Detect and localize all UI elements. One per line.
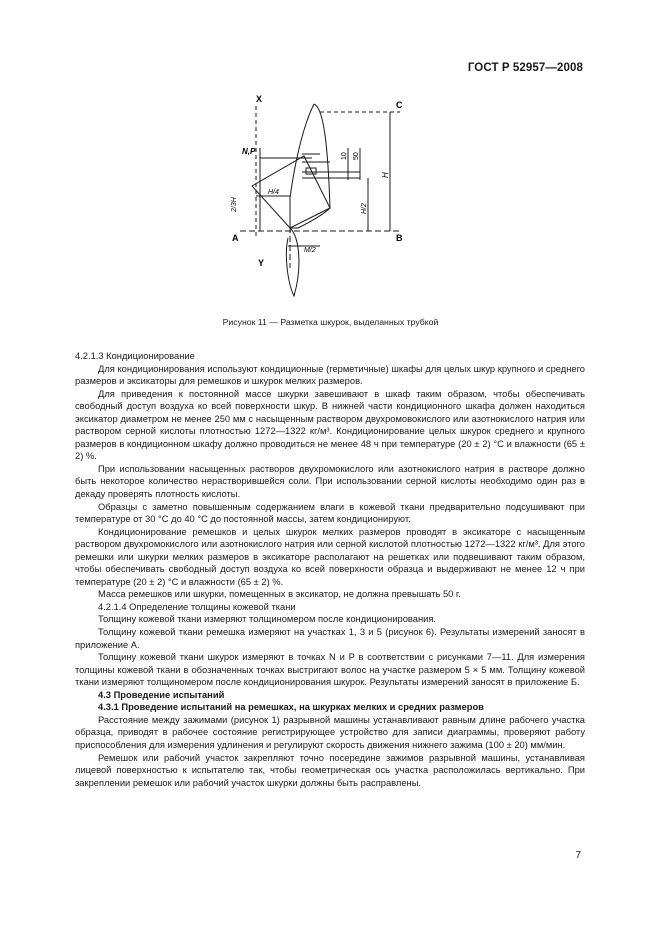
body-text [75,350,585,789]
paragraph: Для приведения к постоянной массе шкурки завешивают в шкаф таким образом, чтобы обеспечивать свободный доступ воздуха ко всей поверхности шкур. В нижней части кондиционного шкафа должен находиться эксикатор диаметром не менее 250 мм с насыщенным раствором двухромовокислого или азотнокислого натрия или раствором серной кислоты плотностью 1272—1322 кг/м³. Кондиционирование целых шкурок среднего и крупного размеров в кондиционном шкафу должно проводиться не менее 48 ч при температуре (20 ± 2) °С и влажности (65 ± 2) %. [75,388,585,462]
label-np: N,P [242,147,256,156]
paragraph: При использовании насыщенных растворов двухромокислого или азотнокислого натрия в растворе должно быть некоторое количество нерастворившейся соли. При использовании серной кислоты необходимо один раз в декаду проверять плотность кислоты. [75,463,585,500]
label-x: X [256,94,263,104]
paragraph: Ремешок или рабочий участок закрепляют точно посередине зажимов разрывной машины, устанавливая лицевой поверхностью к испытателю так, чтобы геометрическая ось участка расположилась вертикально. При закреплении ремешок или рабочий участок шкурки должны быть расправлены. [75,752,585,788]
label-c: C [396,100,403,110]
page-number: 7 [575,850,581,861]
label-b: B [396,233,403,243]
label-two-thirds-h: 2/3H [231,197,238,212]
label-dim-10: 10 [341,152,348,160]
section-4-3-1-heading: 4.3.1 Проведение испытаний на ремешках, на шкурках мелких и средних размеров [98,702,484,713]
skin-marking-diagram [220,88,420,308]
paragraph: Толщину кожевой ткани измеряют толщиномером после кондиционирования. [98,614,436,625]
label-a: A [232,233,239,243]
label-h: H [381,172,390,178]
figure-caption: Рисунок 11 — Разметка шкурок, выделанных трубкой [222,317,439,327]
paragraph: Для кондиционирования используют кондиционные (герметичные) шкафы для целых шкур крупного и среднего размеров и эксикаторы для ремешков и шкурок мелких размеров. [75,363,585,387]
label-h-quarter: H/4 [268,189,279,196]
skin-outline-upper [290,104,330,228]
label-m-half: M/2 [304,247,316,254]
paragraph: Кондиционирование ремешков и целых шкурок мелких размеров проводят в эксикаторе с насыщенным раствором двухромокислого или азотнокислого натрия или серной кислотой плотностью 1272—1322 кг/м³. Для этого ремешки или шкурки мелких размеров в эксикаторе располагают на решетках или подвешивают таким образом, чтобы обеспечивать свободный доступ воздуха ко всей поверхности образца и выдерживают не менее 12 ч при температуре (20 ± 2) °С и влажности (65 ± 2) %. [75,526,585,587]
paragraph: Толщину кожевой ткани шкурок измеряют в точках N и P в соответствии с рисунками 7—11. Для измерения толщины кожевой ткани в обозначенных точках выстригают волос на участке размером 5 × 5 мм. Толщину кожевой ткани измеряют толщиномером после кондиционирования шкурок. Результаты измерений заносят в приложение Б. [75,652,585,688]
label-h-half: H/2 [361,203,368,214]
section-4-3-heading: 4.3 Проведение испытаний [98,689,225,700]
paragraph: Образцы с заметно повышенным содержанием влаги в кожевой ткани предварительно подсушивают при температуре от 30 °С до 40 °С до постоянной массы, затем кондиционируют. [75,501,585,525]
document-header: ГОСТ Р 52957—2008 [467,62,583,74]
section-4-2-1-4-heading: 4.2.1.4 Определение толщины кожевой ткани [98,601,296,612]
paragraph: Расстояние между зажимами (рисунок 1) разрывной машины устанавливают равным длине рабочего участка образца, приводят в рабочее состояние регистрирующее устройство для записи диаграммы, проверяют работу приспособления для измерения удлинения и регулируют скорость движения нижнего зажима (100 ± 20) мм/мин. [75,714,585,750]
paragraph: Толщину кожевой ткани ремешка измеряют на участках 1, 3 и 5 (рисунок 6). Результаты измерений заносят в приложение А. [75,627,585,650]
section-4-2-1-3-heading: 4.2.1.3 Кондиционирование [75,351,195,361]
skin-outline-lower [286,228,299,296]
paragraph: Масса ремешков или шкурки, помещенных в эксикатор, не должна превышать 50 г. [98,589,461,600]
label-y: Y [258,258,265,268]
figure-11 [220,88,420,308]
skin-outline-tube [290,104,314,228]
label-dim-50: 50 [353,152,360,160]
